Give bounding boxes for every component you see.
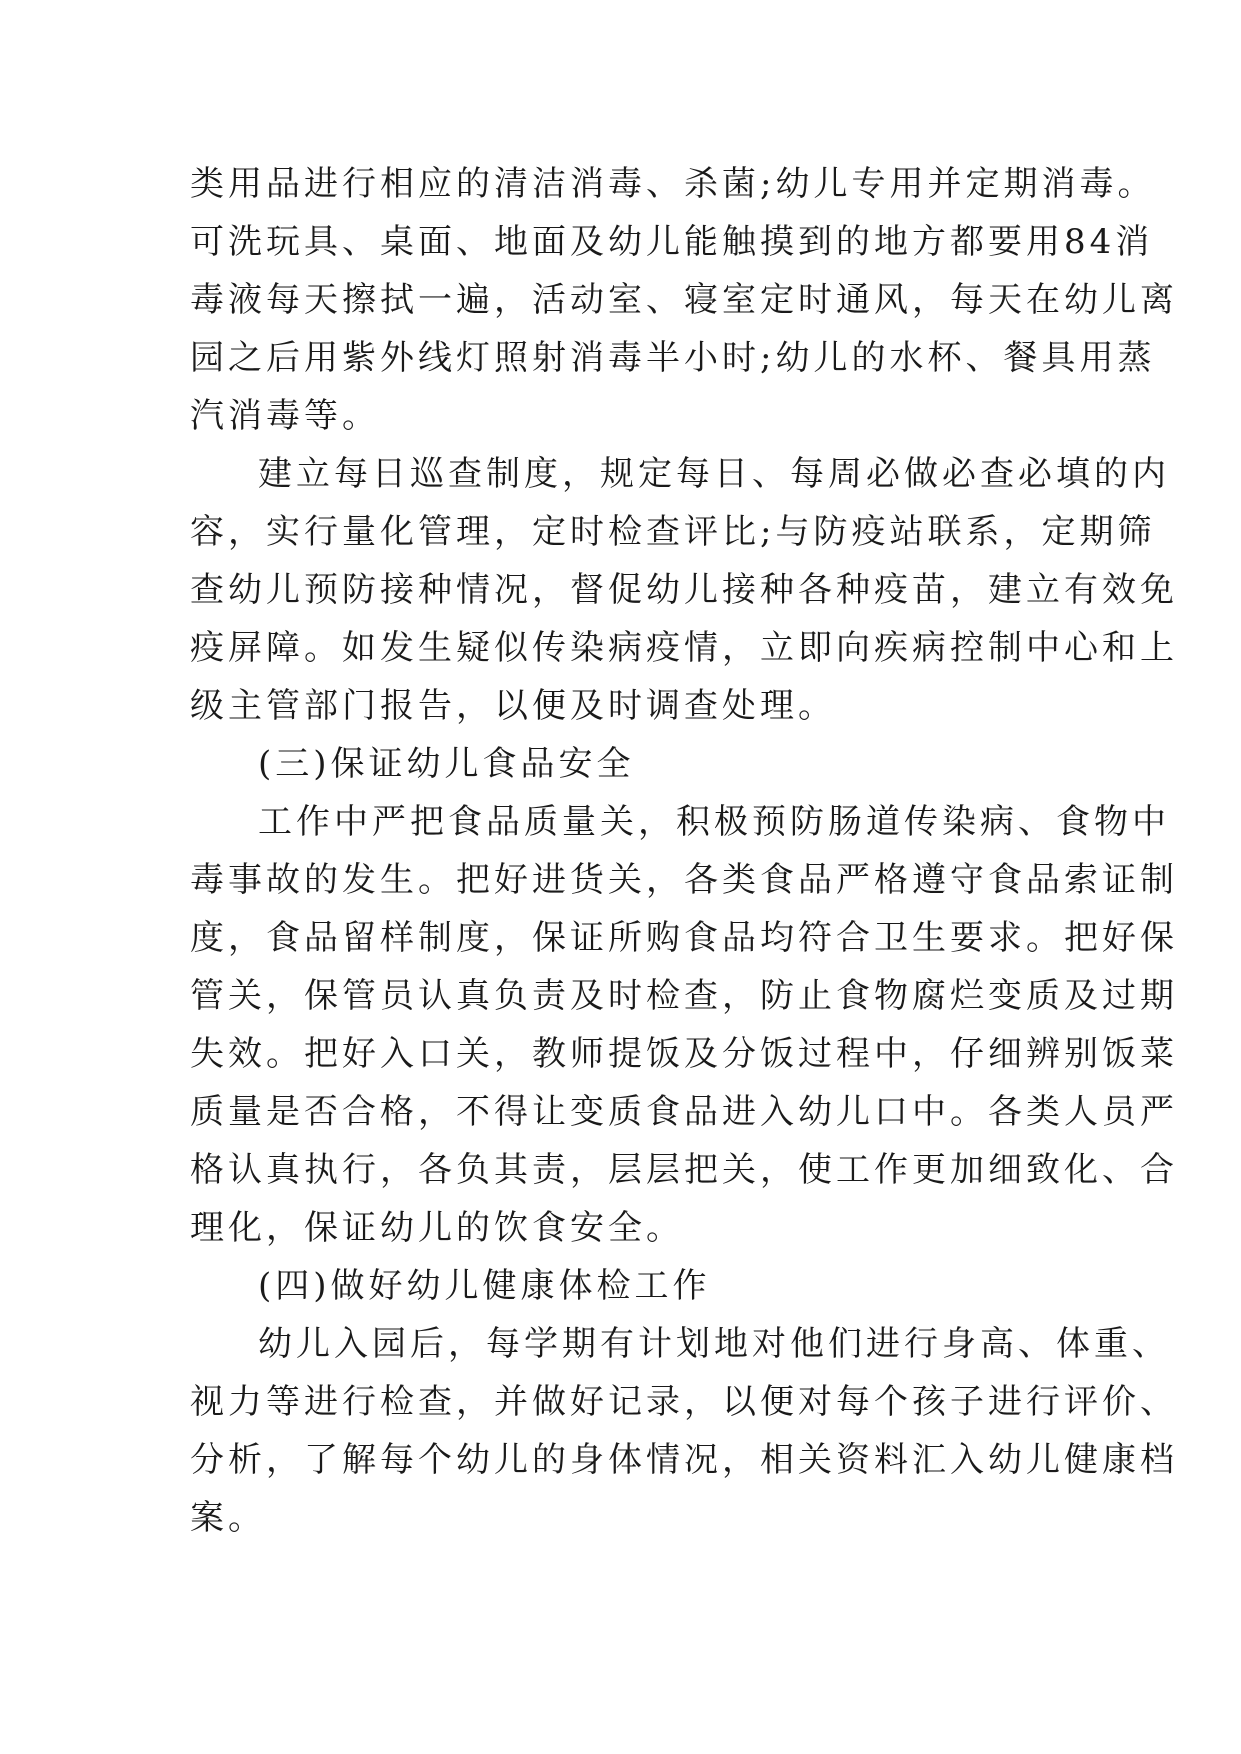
text-line: 汽消毒等。 bbox=[190, 396, 380, 436]
text-line: 类用品进行相应的清洁消毒、杀菌;幼儿专用并定期消毒。 bbox=[190, 164, 1156, 204]
text-line: 案。 bbox=[190, 1498, 266, 1538]
text-line: 毒液每天擦拭一遍，活动室、寝室定时通风，每天在幼儿离 bbox=[190, 280, 1178, 320]
text-line: 度，食品留样制度，保证所购食品均符合卫生要求。把好保 bbox=[190, 918, 1178, 958]
text-line: 容，实行量化管理，定时检查评比;与防疫站联系，定期筛 bbox=[190, 512, 1156, 552]
text-line: 分析，了解每个幼儿的身体情况，相关资料汇入幼儿健康档 bbox=[190, 1440, 1178, 1480]
text-line: 毒事故的发生。把好进货关，各类食品严格遵守食品索证制 bbox=[190, 860, 1178, 900]
text-line: 疫屏障。如发生疑似传染病疫情，立即向疾病控制中心和上 bbox=[190, 628, 1178, 668]
text-line: 质量是否合格，不得让变质食品进入幼儿口中。各类人员严 bbox=[190, 1092, 1178, 1132]
text-line: 理化，保证幼儿的饮食安全。 bbox=[190, 1208, 684, 1248]
text-line: 失效。把好入口关，教师提饭及分饭过程中，仔细辨别饭菜 bbox=[190, 1034, 1178, 1074]
paragraph-start-line: 建立每日巡查制度，规定每日、每周必做必查必填的内 bbox=[258, 454, 1170, 494]
text-line: 格认真执行，各负其责，层层把关，使工作更加细致化、合 bbox=[190, 1150, 1178, 1190]
text-line: 管关，保管员认真负责及时检查，防止食物腐烂变质及过期 bbox=[190, 976, 1178, 1016]
text-line: 可洗玩具、桌面、地面及幼儿能触摸到的地方都要用84消 bbox=[190, 222, 1154, 262]
text-line: 园之后用紫外线灯照射消毒半小时;幼儿的水杯、餐具用蒸 bbox=[190, 338, 1156, 378]
text-line: 视力等进行检查，并做好记录，以便对每个孩子进行评价、 bbox=[190, 1382, 1178, 1422]
text-line: 查幼儿预防接种情况，督促幼儿接种各种疫苗，建立有效免 bbox=[190, 570, 1178, 610]
section-heading: (四)做好幼儿健康体检工作 bbox=[258, 1266, 711, 1306]
text-line: 级主管部门报告，以便及时调查处理。 bbox=[190, 686, 836, 726]
paragraph-start-line: 工作中严把食品质量关，积极预防肠道传染病、食物中 bbox=[258, 802, 1170, 842]
body-text bbox=[190, 155, 1178, 1547]
paragraph-start-line: 幼儿入园后，每学期有计划地对他们进行身高、体重、 bbox=[258, 1324, 1170, 1364]
section-heading: (三)保证幼儿食品安全 bbox=[258, 744, 635, 784]
